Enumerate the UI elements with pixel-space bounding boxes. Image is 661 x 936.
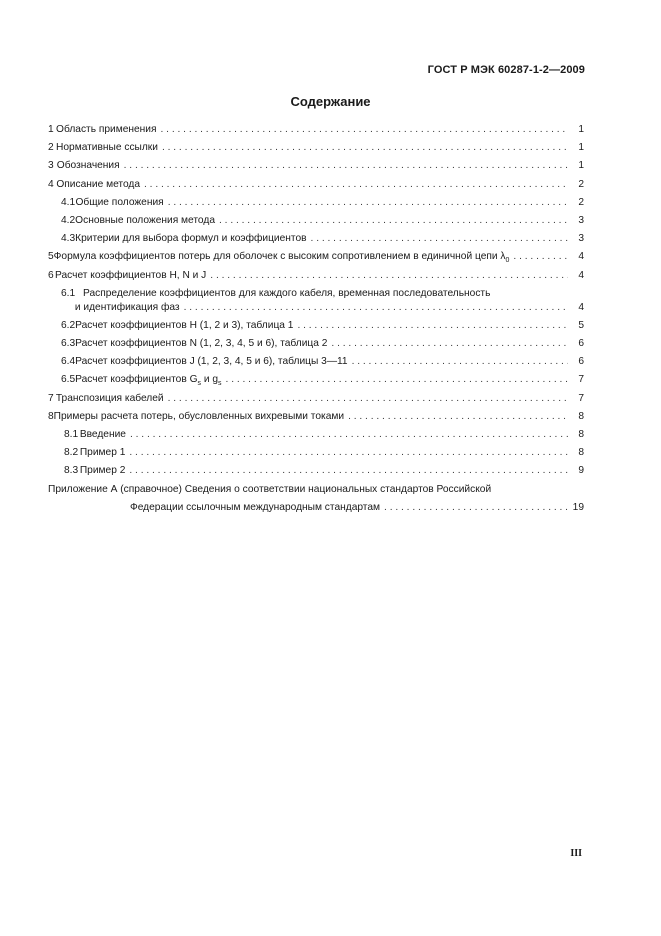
toc-number: 3 bbox=[48, 160, 54, 172]
toc-text: Критерии для выбора формул и коэффициентов bbox=[75, 233, 307, 245]
dot-leader bbox=[168, 393, 568, 404]
toc-entry[interactable] bbox=[48, 393, 584, 411]
toc-text: Пример 1 bbox=[79, 447, 126, 459]
toc-number: 6 bbox=[48, 269, 54, 281]
toc-number: 2 bbox=[48, 142, 54, 154]
toc-text: Распределение коэффициентов для каждого кабеля, временная последовательность bbox=[83, 287, 491, 299]
toc-text: Область применения bbox=[56, 124, 157, 135]
toc-entry[interactable] bbox=[48, 233, 584, 251]
toc-entry[interactable] bbox=[48, 142, 584, 160]
toc-number: 5 bbox=[48, 251, 54, 263]
toc-page: 7 bbox=[578, 392, 584, 404]
dot-leader bbox=[161, 124, 568, 135]
dot-leader bbox=[129, 465, 568, 476]
toc-page: 6 bbox=[578, 356, 584, 368]
toc-text: и идентификация фаз bbox=[74, 301, 180, 313]
toc-text: Обозначения bbox=[56, 160, 120, 172]
toc-number: 6.4 bbox=[61, 356, 76, 368]
toc-page: 7 bbox=[578, 374, 584, 386]
dot-leader bbox=[144, 179, 568, 190]
toc-entry[interactable] bbox=[48, 160, 584, 178]
dot-leader bbox=[311, 233, 568, 244]
toc-text bbox=[54, 251, 510, 264]
toc-text: Введение bbox=[79, 429, 126, 440]
toc-entry-line2[interactable] bbox=[48, 302, 584, 320]
subscript: s bbox=[197, 380, 201, 388]
subscript: 0 bbox=[505, 257, 510, 265]
toc-text: Расчет коэффициентов H, N и J bbox=[55, 269, 207, 281]
toc-text: Описание метода bbox=[56, 178, 140, 190]
toc-number: 1 bbox=[48, 124, 54, 135]
toc-text: Расчет коэффициентов N (1, 2, 3, 4, 5 и 6), таблица 2 bbox=[75, 338, 328, 350]
dot-leader bbox=[297, 320, 568, 331]
toc-page: 1 bbox=[578, 160, 584, 172]
dot-leader bbox=[129, 447, 568, 458]
toc-text: Нормативные ссылки bbox=[56, 142, 158, 154]
dot-leader bbox=[184, 302, 568, 313]
dot-leader bbox=[348, 411, 568, 422]
toc-page: 9 bbox=[578, 465, 584, 477]
annex-entry-line1[interactable] bbox=[48, 484, 584, 502]
toc-number: 8.2 bbox=[64, 447, 79, 459]
toc-entry[interactable] bbox=[48, 251, 584, 269]
toc-text: Общие положения bbox=[75, 196, 164, 208]
toc-entry[interactable] bbox=[48, 197, 584, 215]
dot-leader bbox=[210, 270, 568, 281]
table-of-contents bbox=[48, 124, 584, 520]
toc-entry[interactable] bbox=[48, 320, 584, 338]
toc-entry[interactable] bbox=[48, 374, 584, 392]
toc-page: 6 bbox=[578, 338, 584, 350]
toc-text: Транспозиция кабелей bbox=[55, 392, 164, 404]
toc-page: 8 bbox=[578, 429, 584, 440]
toc-entry[interactable] bbox=[48, 447, 584, 465]
dot-leader bbox=[219, 215, 568, 226]
subscript: s bbox=[218, 380, 222, 388]
toc-page: 3 bbox=[578, 233, 584, 245]
toc-page: 4 bbox=[578, 301, 584, 313]
toc-number: 8.3 bbox=[64, 465, 79, 477]
toc-text bbox=[75, 374, 221, 387]
page-number: III bbox=[570, 848, 582, 859]
annex-title-cont: Федерации ссылочным международным стандартам bbox=[130, 501, 381, 513]
toc-number: 7 bbox=[48, 392, 54, 404]
annex-title: Приложение А (справочное) Сведения о соответствии национальных стандартов Российской bbox=[48, 483, 492, 495]
toc-text-main: Формула коэффициентов потерь для оболочек с высоким сопротивлением в единичной цепи λ bbox=[53, 251, 506, 263]
toc-entry[interactable] bbox=[48, 411, 584, 429]
document-code: ГОСТ Р МЭК 60287-1-2—2009 bbox=[427, 64, 585, 76]
toc-page: 3 bbox=[578, 214, 584, 226]
toc-page: 5 bbox=[578, 319, 584, 331]
dot-leader bbox=[352, 356, 568, 367]
toc-number: 4.1 bbox=[61, 196, 76, 208]
dot-leader bbox=[130, 429, 568, 440]
toc-page: 1 bbox=[578, 142, 584, 154]
toc-entry-line1[interactable] bbox=[48, 288, 584, 302]
toc-entry[interactable] bbox=[48, 270, 584, 288]
toc-entry[interactable] bbox=[48, 429, 584, 447]
toc-number: 6.3 bbox=[61, 338, 76, 350]
dot-leader bbox=[226, 374, 568, 385]
toc-text: Расчет коэффициентов H (1, 2 и 3), таблица 1 bbox=[75, 319, 294, 331]
toc-entry[interactable] bbox=[48, 338, 584, 356]
dot-leader bbox=[162, 142, 568, 153]
toc-page: 19 bbox=[572, 501, 584, 513]
toc-number: 6.2 bbox=[61, 319, 76, 331]
toc-page: 1 bbox=[578, 124, 584, 135]
toc-text: Пример 2 bbox=[79, 465, 126, 477]
toc-page: 4 bbox=[578, 269, 584, 281]
toc-entry[interactable] bbox=[48, 465, 584, 483]
toc-number: 8.1 bbox=[64, 429, 79, 440]
dot-leader bbox=[124, 160, 568, 171]
dot-leader bbox=[331, 338, 568, 349]
toc-text: Расчет коэффициентов J (1, 2, 3, 4, 5 и 6), таблицы 3—11 bbox=[75, 356, 348, 368]
toc-number: 8 bbox=[48, 410, 54, 422]
dot-leader bbox=[168, 197, 568, 208]
toc-entry[interactable] bbox=[48, 124, 584, 142]
toc-number: 4.2 bbox=[61, 214, 76, 226]
toc-page: 2 bbox=[578, 196, 584, 208]
toc-number: 4 bbox=[48, 178, 54, 190]
page-title: Содержание bbox=[290, 94, 371, 109]
toc-entry[interactable] bbox=[48, 356, 584, 374]
toc-text-tail: и g bbox=[201, 374, 219, 386]
toc-text: Основные положения метода bbox=[75, 214, 215, 226]
toc-page: 2 bbox=[578, 178, 584, 190]
toc-text: Примеры расчета потерь, обусловленных вихревыми токами bbox=[53, 410, 345, 422]
toc-number: 6.1 bbox=[61, 287, 76, 299]
toc-page: 8 bbox=[578, 410, 584, 422]
toc-number: 4.3 bbox=[61, 233, 76, 245]
toc-number: 6.5 bbox=[61, 374, 76, 386]
annex-entry-line2[interactable] bbox=[48, 502, 584, 520]
toc-page: 4 bbox=[578, 251, 584, 263]
dot-leader bbox=[513, 251, 568, 262]
toc-entry[interactable] bbox=[48, 179, 584, 197]
toc-page: 8 bbox=[578, 447, 584, 459]
toc-text-main: Расчет коэффициентов G bbox=[75, 374, 198, 386]
dot-leader bbox=[384, 502, 568, 513]
toc-entry[interactable] bbox=[48, 215, 584, 233]
